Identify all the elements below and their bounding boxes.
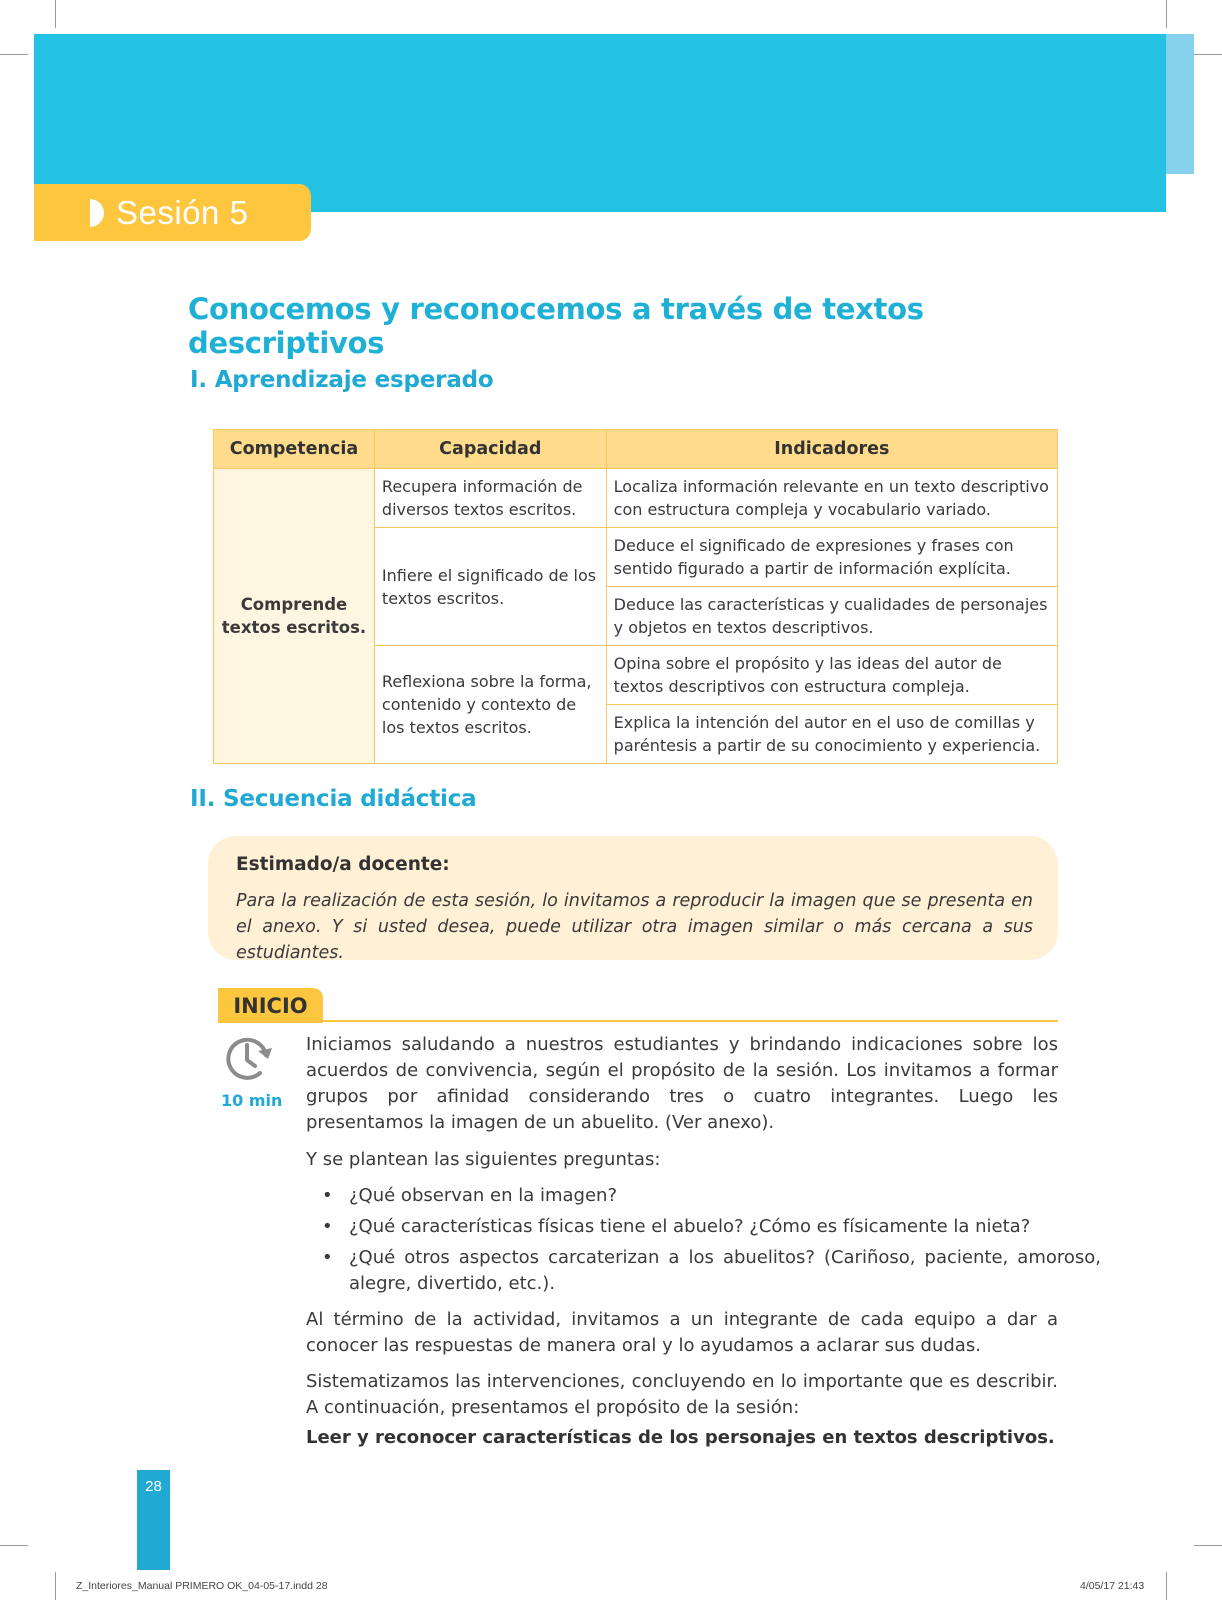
crop-mark xyxy=(1166,1572,1167,1600)
indicador-cell: Explica la intención del autor en el uso de comillas y paréntesis a partir de su conocimiento y experiencia. xyxy=(606,705,1057,764)
crop-mark xyxy=(0,1545,28,1546)
teacher-note-body: Para la realización de esta sesión, lo invitamos a reproducir la imagen que se presenta en el anexo. Y si usted desea, puede utilizar otra imagen similar o más cercana a sus estudiantes. xyxy=(236,891,1033,963)
indicador-cell: Deduce el significado de expresiones y frases con sentido figurado a partir de información explícita. xyxy=(606,528,1057,587)
section-title-aprendizaje: I. Aprendizaje esperado xyxy=(190,367,494,393)
session-label: Sesión 5 xyxy=(116,193,249,231)
inicio-label: INICIO xyxy=(218,988,323,1023)
capacidad-cell: Infiere el significado de los textos escritos. xyxy=(374,528,606,646)
list-item xyxy=(322,1245,1101,1297)
inicio-divider xyxy=(218,1020,1058,1022)
competencies-table xyxy=(213,429,1058,764)
capacidad-cell: Reflexiona sobre la forma, contenido y contexto de los textos escritos. xyxy=(374,646,606,764)
crop-mark xyxy=(55,1572,56,1600)
inicio-paragraph-2: Y se plantean las siguientes preguntas: xyxy=(306,1149,661,1170)
indicador-cell: Deduce las características y cualidades de personajes y objetos en textos descriptivos. xyxy=(606,587,1057,646)
crop-mark xyxy=(1166,0,1167,28)
crop-mark xyxy=(0,54,28,55)
bullet-glyph: • xyxy=(322,1185,333,1206)
half-circle-icon xyxy=(90,199,104,227)
crop-mark xyxy=(55,0,56,28)
page-number: 28 xyxy=(145,1478,162,1495)
competencia-line-1: Comprende xyxy=(240,595,348,614)
crop-mark xyxy=(1194,1545,1222,1546)
table-row xyxy=(214,469,1058,528)
crop-mark xyxy=(1194,54,1222,55)
bullet-glyph: • xyxy=(322,1247,333,1268)
clock-icon xyxy=(222,1033,274,1083)
list-item xyxy=(322,1214,1101,1240)
teacher-note-heading: Estimado/a docente: xyxy=(236,854,450,875)
column-header-competencia: Competencia xyxy=(214,430,375,469)
question-text: ¿Qué características físicas tiene el abuelo? ¿Cómo es físicamente la nieta? xyxy=(349,1216,1031,1237)
teacher-note-box xyxy=(208,836,1058,963)
questions-list xyxy=(306,1183,1101,1302)
question-text: ¿Qué observan en la imagen? xyxy=(349,1185,618,1206)
inicio-paragraph-1: Iniciamos saludando a nuestros estudiantes y brindando indicaciones sobre los acuerdos de convivencia, según el propósito de la sesión. Los invitamos a formar grupos por afinidad considerando tres o cuatro integrantes. Luego les presentamos la imagen de un abuelito. (Ver anexo). xyxy=(306,1034,1058,1133)
column-header-capacidad: Capacidad xyxy=(374,430,606,469)
indicador-cell: Opina sobre el propósito y las ideas del autor de textos descriptivos con estructura compleja. xyxy=(606,646,1057,705)
time-label: 10 min xyxy=(221,1091,283,1110)
footer-file-name: Z_Interiores_Manual PRIMERO OK_04-05-17.indd 28 xyxy=(76,1580,328,1592)
competencia-cell xyxy=(214,469,375,764)
table-header-row xyxy=(214,430,1058,469)
question-text: ¿Qué otros aspectos carcaterizan a los abuelitos? (Cariñoso, paciente, amoroso, alegre, divertido, etc.). xyxy=(349,1247,1101,1294)
indicador-cell: Localiza información relevante en un texto descriptivo con estructura compleja y vocabulario variado. xyxy=(606,469,1057,528)
session-purpose: Leer y reconocer características de los personajes en textos descriptivos. xyxy=(306,1427,1055,1448)
capacidad-cell: Recupera información de diversos textos escritos. xyxy=(374,469,606,528)
list-item xyxy=(322,1183,1101,1209)
inicio-paragraph-3: Al término de la actividad, invitamos a un integrante de cada equipo a dar a conocer las respuestas de manera oral y lo ayudamos a aclarar sus dudas. xyxy=(306,1309,1058,1356)
bullet-glyph: • xyxy=(322,1216,333,1237)
session-badge xyxy=(34,184,311,241)
column-header-indicadores: Indicadores xyxy=(606,430,1057,469)
page-title: Conocemos y reconocemos a través de textos descriptivos xyxy=(188,292,924,360)
header-side-tab xyxy=(1166,34,1194,174)
inicio-paragraph-4: Sistematizamos las intervenciones, concluyendo en lo importante que es describir. A continuación, presentamos el propósito de la sesión: xyxy=(306,1371,1058,1418)
competencia-line-2: textos escritos. xyxy=(221,618,367,637)
section-title-secuencia: II. Secuencia didáctica xyxy=(190,786,477,812)
footer-date: 4/05/17 21:43 xyxy=(1080,1580,1145,1592)
